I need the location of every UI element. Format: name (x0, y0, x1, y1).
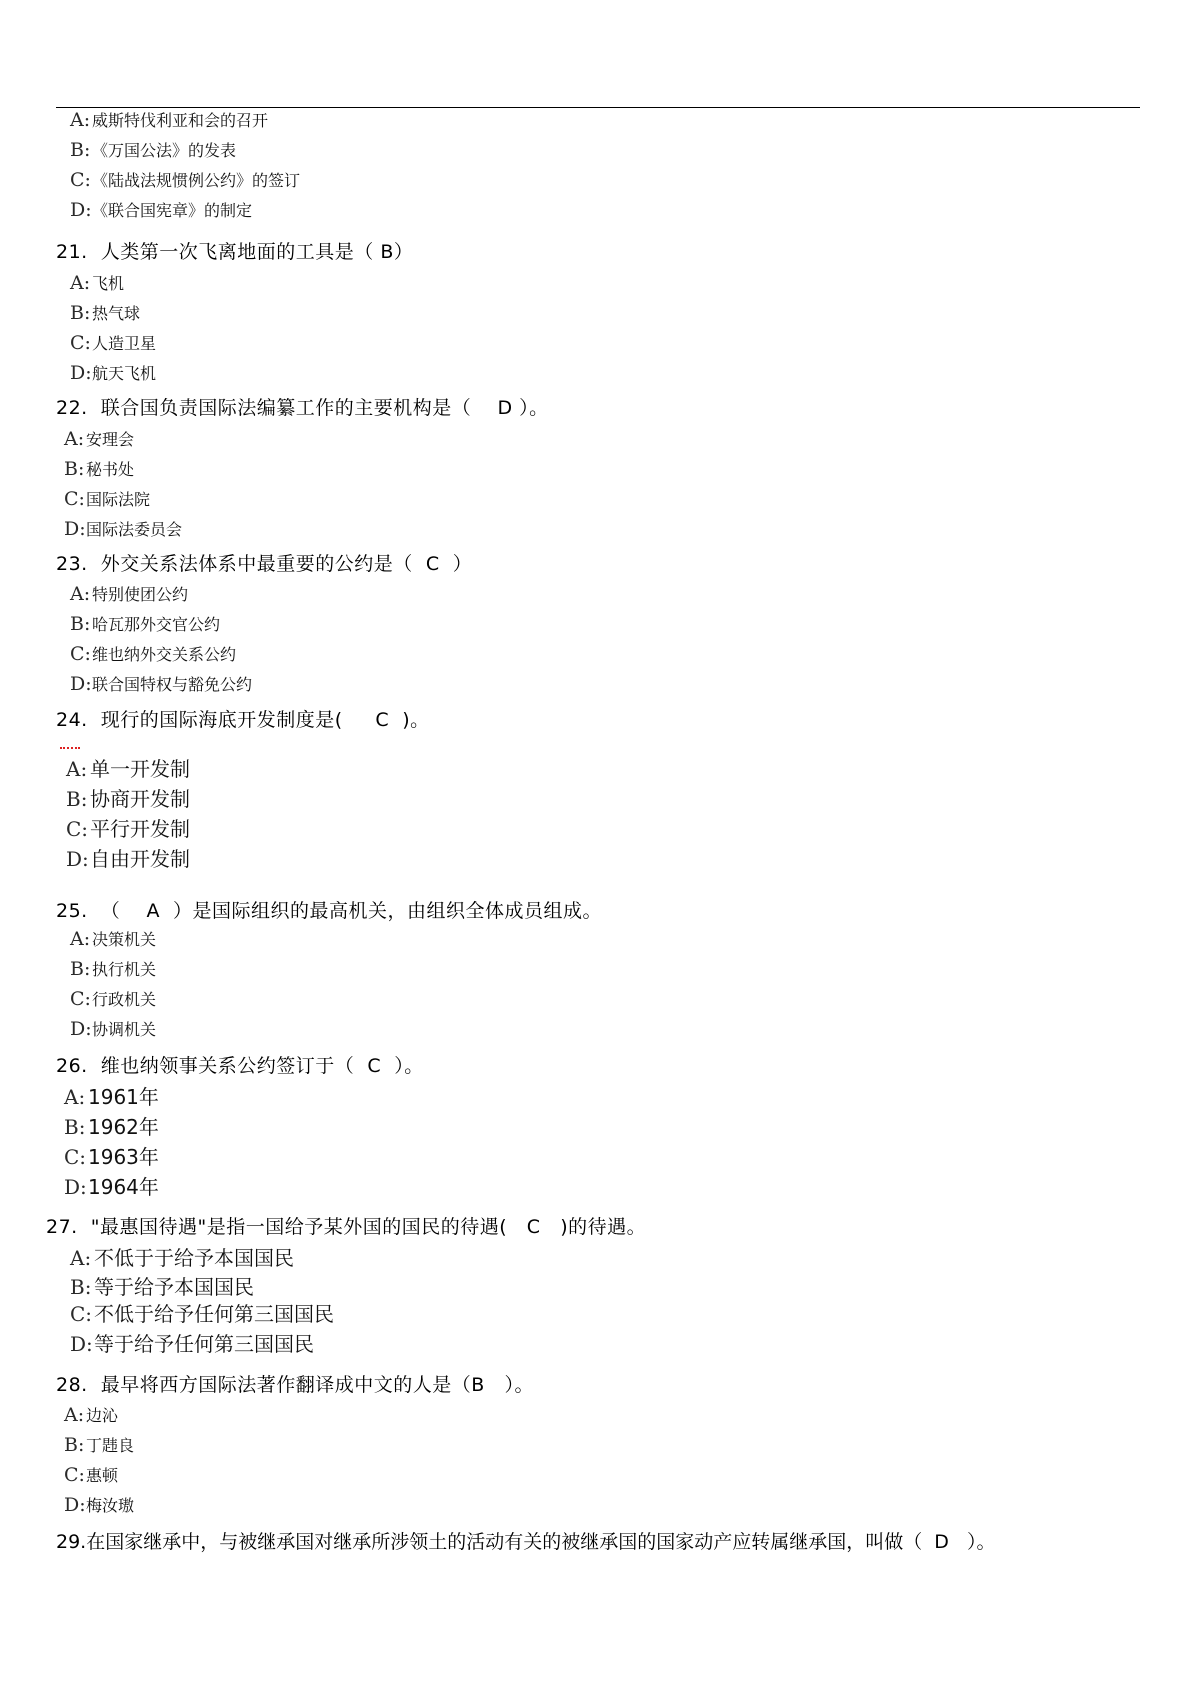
q21-option-d (70, 363, 156, 384)
red-mark (60, 747, 80, 752)
q25-option-a (70, 929, 156, 950)
intro-option-c (70, 170, 300, 191)
q27-option-c (70, 1302, 334, 1326)
q22-option-d (64, 519, 182, 540)
option-text: 维也纳外交关系公约 (92, 645, 237, 664)
option-text: 惠顿 (86, 1466, 119, 1485)
q22-option-b (64, 459, 134, 480)
option-letter: C: (70, 169, 91, 191)
question-28: 28. 最早将西方国际法著作翻译成中文的人是（B ）。 (56, 1374, 534, 1396)
q26-option-d (64, 1175, 159, 1199)
option-letter: B: (64, 1434, 85, 1456)
option-text: 梅汝璈 (86, 1496, 135, 1515)
option-letter: D: (70, 673, 92, 695)
option-text: 威斯特伐利亚和会的召开 (92, 111, 269, 130)
question-25: 25. （ A ）是国际组织的最高机关，由组织全体成员组成。 (56, 900, 603, 922)
option-letter: C: (70, 1302, 93, 1326)
q28-option-a (64, 1405, 118, 1426)
option-letter: D: (64, 1175, 87, 1199)
option-text: 单一开发制 (90, 757, 190, 781)
option-letter: A: (70, 109, 91, 131)
q27-option-b (70, 1275, 254, 1299)
option-letter: C: (70, 332, 91, 354)
option-text: 人造卫星 (92, 334, 157, 353)
q24-option-b (66, 787, 190, 811)
q25-option-b (70, 959, 156, 980)
option-letter: D: (70, 199, 92, 221)
q21-option-b (70, 303, 140, 324)
option-letter: B: (70, 613, 91, 635)
option-letter: B: (66, 787, 88, 811)
q25-option-d (70, 1019, 156, 1040)
option-text: 执行机关 (92, 960, 157, 979)
option-letter: B: (70, 1275, 92, 1299)
option-text: 1964年 (88, 1175, 159, 1199)
option-text: 航天飞机 (92, 364, 157, 383)
question-22: 22. 联合国负责国际法编纂工作的主要机构是（ D ）。 (56, 397, 549, 419)
q22-option-c (64, 489, 150, 510)
q21-option-a (70, 273, 124, 294)
option-text: 不低于于给予本国国民 (94, 1246, 294, 1270)
option-letter: D: (66, 847, 89, 871)
option-text: 《陆战法规惯例公约》的签订 (92, 171, 301, 190)
q27-option-d (70, 1332, 314, 1356)
intro-option-b (70, 140, 236, 161)
option-letter: A: (70, 928, 91, 950)
option-text: 行政机关 (92, 990, 157, 1009)
question-24: 24. 现行的国际海底开发制度是( C )。 (56, 709, 430, 731)
q24-option-c (66, 817, 190, 841)
option-text: 协商开发制 (90, 787, 190, 811)
q28-option-b (64, 1435, 134, 1456)
question-29: 29.在国家继承中，与被继承国对继承所涉领土的活动有关的被继承国的国家动产应转属继承国，叫做（ D ）。 (56, 1531, 996, 1553)
option-letter: C: (70, 643, 91, 665)
option-letter: D: (70, 362, 92, 384)
q28-option-d (64, 1495, 134, 1516)
q23-option-a (70, 584, 188, 605)
q23-option-b (70, 614, 220, 635)
question-23: 23. 外交关系法体系中最重要的公约是（ C ） (56, 553, 473, 575)
q23-option-d (70, 674, 252, 695)
option-text: 1962年 (88, 1115, 159, 1139)
option-text: 不低于给予任何第三国国民 (94, 1302, 334, 1326)
option-text: 平行开发制 (90, 817, 190, 841)
option-text: 国际法院 (86, 490, 151, 509)
option-text: 哈瓦那外交官公约 (92, 615, 221, 634)
q21-option-c (70, 333, 156, 354)
q27-option-a (70, 1246, 294, 1270)
option-text: 飞机 (92, 274, 125, 293)
option-letter: D: (64, 1494, 86, 1516)
option-letter: D: (70, 1332, 93, 1356)
question-27: 27. "最惠国待遇"是指一国给予某外国的国民的待遇( C )的待遇。 (46, 1216, 647, 1238)
option-letter: A: (64, 1404, 85, 1426)
option-letter: A: (64, 1085, 86, 1109)
question-26: 26. 维也纳领事关系公约签订于（ C ）。 (56, 1055, 424, 1077)
option-letter: D: (70, 1018, 92, 1040)
option-text: 决策机关 (92, 930, 157, 949)
option-letter: B: (70, 302, 91, 324)
intro-option-d (70, 200, 252, 221)
option-text: 《万国公法》的发表 (92, 141, 237, 160)
option-letter: B: (70, 139, 91, 161)
option-text: 国际法委员会 (86, 520, 183, 539)
option-text: 联合国特权与豁免公约 (92, 675, 253, 694)
option-letter: B: (64, 1115, 86, 1139)
option-letter: B: (64, 458, 85, 480)
intro-option-a (70, 110, 268, 131)
option-text: 等于给予本国国民 (94, 1275, 254, 1299)
option-text: 丁韪良 (86, 1436, 135, 1455)
option-text: 《联合国宪章》的制定 (92, 201, 253, 220)
q26-option-a (64, 1085, 159, 1109)
option-text: 特别使团公约 (92, 585, 189, 604)
option-text: 协调机关 (92, 1020, 157, 1039)
option-text: 秘书处 (86, 460, 135, 479)
option-letter: A: (64, 428, 85, 450)
option-text: 热气球 (92, 304, 141, 323)
option-text: 1961年 (88, 1085, 159, 1109)
question-21: 21. 人类第一次飞离地面的工具是（ B） (56, 241, 414, 263)
option-letter: C: (64, 488, 85, 510)
q23-option-c (70, 644, 236, 665)
option-text: 安理会 (86, 430, 135, 449)
option-letter: D: (64, 518, 86, 540)
option-text: 1963年 (88, 1145, 159, 1169)
option-letter: C: (66, 817, 89, 841)
option-letter: B: (70, 958, 91, 980)
option-text: 等于给予任何第三国国民 (94, 1332, 314, 1356)
option-letter: C: (70, 988, 91, 1010)
option-text: 自由开发制 (90, 847, 190, 871)
q25-option-c (70, 989, 156, 1010)
option-letter: A: (70, 583, 91, 605)
q24-option-a (66, 757, 190, 781)
option-letter: C: (64, 1145, 87, 1169)
q24-option-d (66, 847, 190, 871)
q26-option-c (64, 1145, 159, 1169)
option-letter: A: (70, 272, 91, 294)
option-letter: A: (70, 1246, 92, 1270)
option-text: 边沁 (86, 1406, 119, 1425)
q28-option-c (64, 1465, 118, 1486)
q26-option-b (64, 1115, 159, 1139)
option-letter: C: (64, 1464, 85, 1486)
option-letter: A: (66, 757, 88, 781)
header-rule (56, 107, 1140, 108)
q22-option-a (64, 429, 134, 450)
